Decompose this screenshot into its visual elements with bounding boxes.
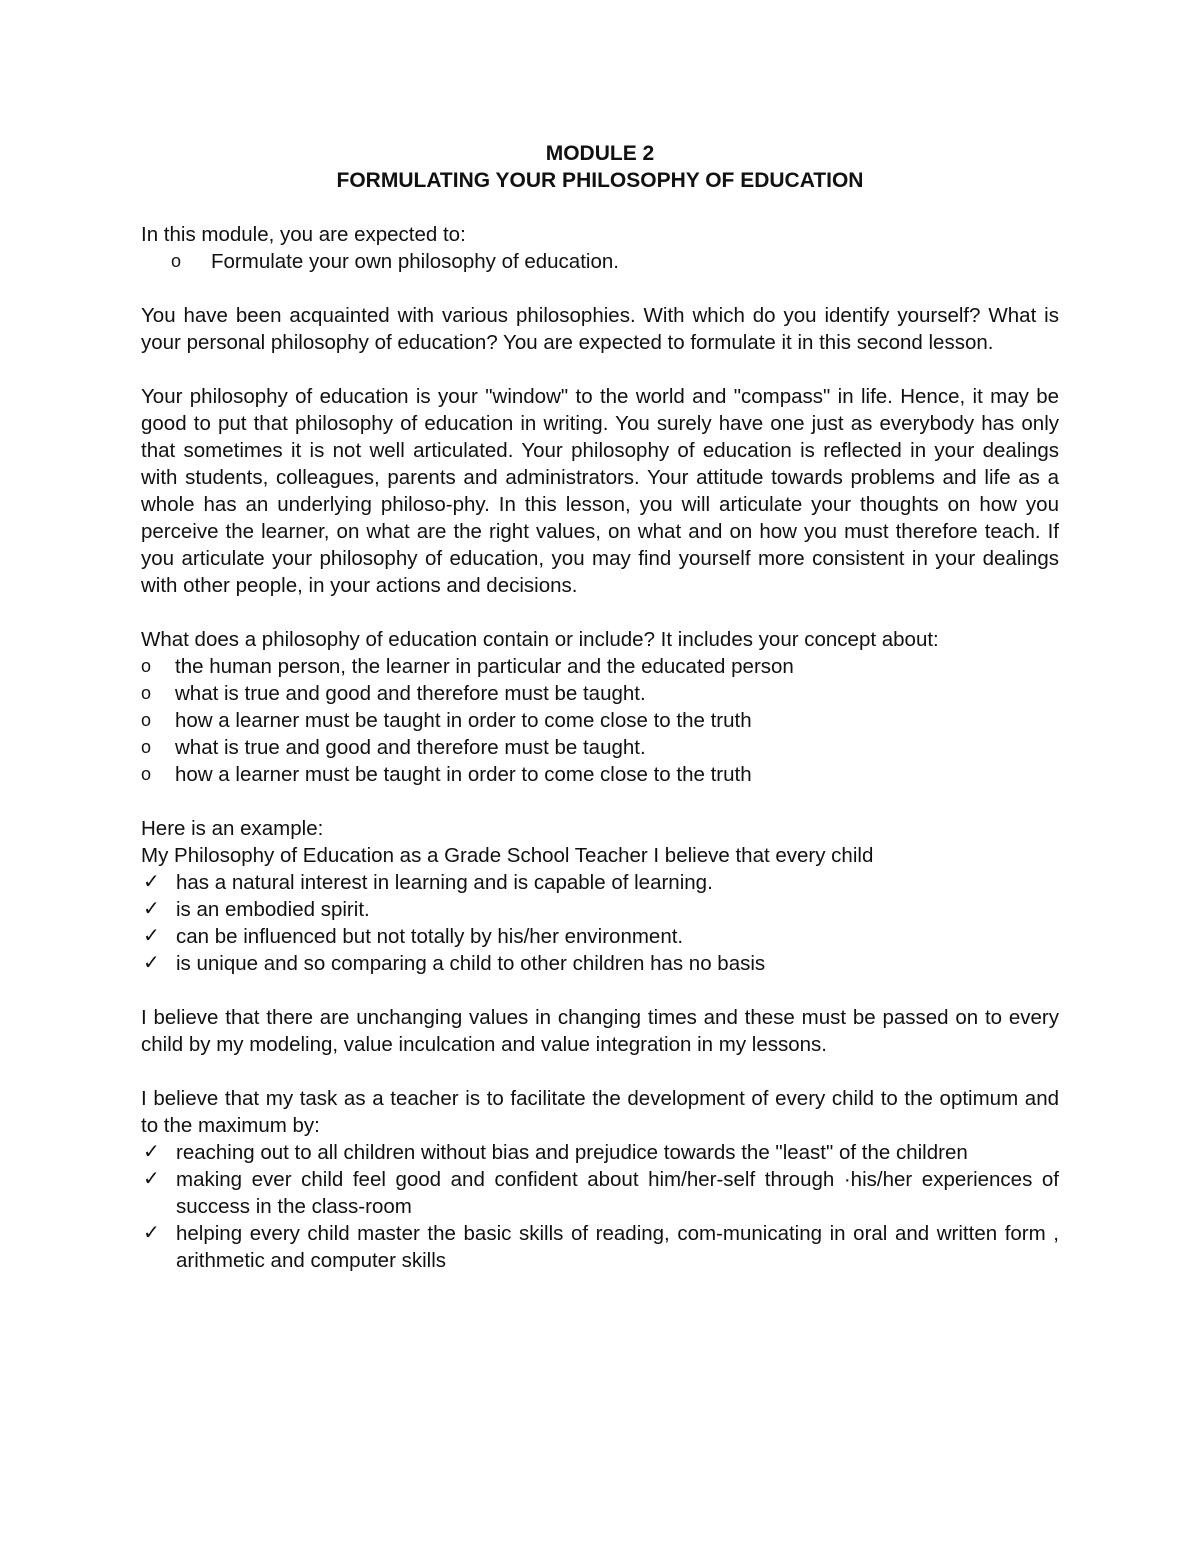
list-item: o how a learner must be taught in order to come close to the truth [141, 763, 752, 786]
list-item: o how a learner must be taught in order to come close to the truth [141, 709, 752, 732]
list-item: ✓ has a natural interest in learning and is capable of learning. [143, 871, 713, 894]
list-item: ✓ can be influenced but not totally by his/her environment. [143, 925, 684, 948]
document-page [141, 140, 1059, 1301]
module-number: MODULE 2 [545, 142, 655, 165]
paragraph-task: I believe that my task as a teacher is to facilitate the development of every child to the optimum and to the maximum by: [141, 1087, 1059, 1137]
task-list [141, 1139, 1059, 1274]
bullet-marker: o [141, 764, 152, 784]
list-item: ✓ helping every child master the basic skills of reading, com-municating in oral and written form , arithmetic and computer skills [143, 1222, 1059, 1272]
objective-item: o Formulate your own philosophy of education. [171, 250, 619, 273]
list-item: ✓ is an embodied spirit. [143, 898, 370, 921]
paragraph-acquainted: You have been acquainted with various philosophies. With which do you identify yourself? What is your personal philosophy of education? You are expected to formulate it in this second lesson. [141, 304, 1059, 354]
objectives-intro: In this module, you are expected to: [141, 223, 466, 246]
paragraph-values: I believe that there are unchanging values in changing times and these must be passed on to every child by my modeling, value inculcation and value integration in my lessons. [141, 1006, 1059, 1056]
contents-list [141, 653, 1059, 788]
checkmark-icon: ✓ [143, 1168, 160, 1190]
checkmark-icon: ✓ [143, 952, 160, 974]
checkmark-icon: ✓ [143, 1141, 160, 1163]
example-intro: Here is an example: [141, 817, 324, 840]
checkmark-icon: ✓ [143, 871, 160, 893]
example-heading: My Philosophy of Education as a Grade School Teacher I believe that every child [141, 844, 874, 867]
list-item: o what is true and good and therefore must be taught. [141, 682, 646, 705]
contents-intro: What does a philosophy of education contain or include? It includes your concept about: [141, 628, 939, 651]
list-item: ✓ making ever child feel good and confident about him/her-self through ·his/her experiences of success in the class-room [143, 1168, 1059, 1218]
bullet-marker: o [141, 683, 152, 703]
bullet-marker: o [171, 251, 182, 271]
list-item: ✓ reaching out to all children without bias and prejudice towards the "least" of the children [143, 1141, 968, 1164]
checkmark-icon: ✓ [143, 1222, 160, 1244]
list-item: o the human person, the learner in particular and the educated person [141, 655, 794, 678]
list-item: ✓ is unique and so comparing a child to other children has no basis [143, 952, 766, 975]
list-item: o what is true and good and therefore must be taught. [141, 736, 646, 759]
bullet-marker: o [141, 656, 152, 676]
checkmark-icon: ✓ [143, 898, 160, 920]
bullet-marker: o [141, 710, 152, 730]
module-title: FORMULATING YOUR PHILOSOPHY OF EDUCATION [336, 169, 864, 192]
objectives-list [141, 248, 1059, 275]
paragraph-window-compass: Your philosophy of education is your "window" to the world and "compass" in life. Hence, it may be good to put that philosophy of education in writing. You surely have one just as everybody has only that sometimes it is not well articulated. Your philosophy of education is reflected in your dealings with students, colleagues, parents and administrators. Your attitude towards problems and life as a whole has an underlying philoso-phy. In this lesson, you will articulate your thoughts on how you perceive the learner, on what are the right values, on what and on how you must therefore teach. If you articulate your philosophy of education, you may find yourself more consistent in your dealings with other people, in your actions and decisions. [141, 385, 1059, 597]
checkmark-icon: ✓ [143, 925, 160, 947]
example-list [141, 869, 1059, 977]
bullet-marker: o [141, 737, 152, 757]
